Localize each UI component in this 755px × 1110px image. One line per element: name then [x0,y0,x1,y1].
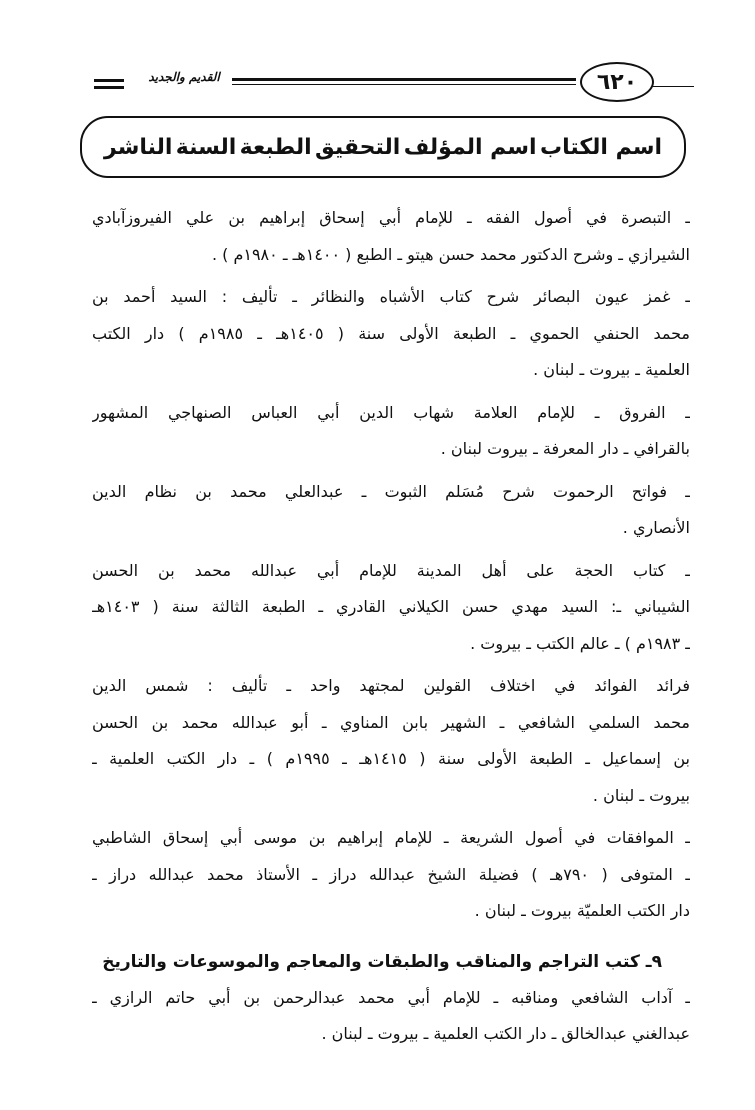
entry-line: الشيباني ـ: السيد مهدي حسن الكيلاني القادري ـ الطبعة الثالثة سنة ( ١٤٠٣هـ [92,597,690,616]
header-rule-short-bottom [94,86,124,89]
entry-line: بالقرافي ـ دار المعرفة ـ بيروت لبنان . [440,439,690,458]
column-publisher: الناشر [104,134,173,160]
entry-line: الشيرازي ـ وشرح الدكتور محمد حسن هيتو ـ الطبع ( ١٤٠٠هـ ـ ١٩٨٠م ) . [211,244,690,264]
section-heading: ٩ـ كتب التراجم والمناقب والطبقات والمعاجم والموسوعات والتاريخ [102,951,662,972]
entry-line: ـ غمز عيون البصائر شرح كتاب الأشباه والنظائر ـ تأليف : السيد أحمد بن [92,287,690,306]
entry-line: محمد الحنفي الحموي ـ الطبعة الأولى سنة ( ١٤٠٥هـ ـ ١٩٨٥م ) دار الكتب [92,323,690,343]
entry-line: بن إسماعيل ـ الطبعة الأولى سنة ( ١٤١٥هـ ـ ١٩٩٥م ) ـ دار الكتب العلمية ـ [92,749,690,768]
entry-line: عبدالغني عبدالخالق ـ دار الكتب العلمية ـ بيروت ـ لبنان . [321,1024,690,1043]
header-rule-short-top [94,79,124,82]
bibliography-entry [92,279,690,389]
entry-line: ـ الفروق ـ للإمام العلامة شهاب الدين أبي العباس الصنهاجي المشهور [92,402,690,422]
bibliography-entry [92,820,690,930]
bibliography-entry [92,200,690,273]
header-rule-right [650,86,694,87]
column-header-box [80,116,686,178]
column-year: السنة [175,134,237,160]
entry-line: الأنصاري . [622,518,690,537]
header-rule-thin [232,84,576,85]
entry-line: محمد السلمي الشافعي ـ الشهير بابن المناوي ـ أبو عبدالله محمد بن الحسن [92,712,690,732]
bibliography-entry [92,553,690,663]
entry-line: العلمية ـ بيروت ـ لبنان . [533,360,690,379]
entry-line: دار الكتب العلميّة بيروت ـ لبنان . [474,901,690,920]
entry-line: بيروت ـ لبنان . [592,785,690,805]
page-number: ٦٢٠ [580,62,654,102]
column-edition: الطبعة [239,134,312,160]
column-book-name: اسم الكتاب [539,134,662,160]
entry-line: ـ ١٩٨٣م ) ـ عالم الكتب ـ بيروت . [470,633,690,653]
header-rule-thick [232,78,576,81]
entry-line: فرائد الفوائد في اختلاف القولين لمجتهد واحد ـ تأليف : شمس الدين [92,676,690,695]
entry-line: ـ كتاب الحجة على أهل المدينة للإمام أبي عبدالله محمد بن الحسن [92,560,690,580]
entry-line: ـ فواتح الرحموت شرح مُسَلم الثبوت ـ عبدالعلي محمد بن نظام الدين [92,481,690,501]
entry-line: ـ الموافقات في أصول الشريعة ـ للإمام إبراهيم بن موسى أبي إسحاق الشاطبي [92,828,690,847]
running-title: القديم والجديد [148,70,220,84]
entry-line: ـ المتوفى ( ٧٩٠هـ ) فضيلة الشيخ عبدالله دراز ـ الأستاذ محمد عبدالله دراز ـ [92,864,690,884]
entry-line: ـ آداب الشافعي ومناقبه ـ للإمام أبي محمد عبدالرحمن بن أبي حاتم الرازي ـ [92,987,690,1007]
bibliography-entry [92,474,690,547]
bibliography-entry [92,980,690,1053]
column-author-name: اسم المؤلف [403,134,537,160]
bibliography-list [92,200,690,1059]
bibliography-entry [92,395,690,468]
entry-line: ـ التبصرة في أصول الفقه ـ للإمام أبي إسحاق إبراهيم بن علي الفيروزآبادي [92,208,690,227]
bibliography-entry [92,668,690,814]
running-header [80,58,686,112]
column-editing: التحقيق [315,134,401,160]
